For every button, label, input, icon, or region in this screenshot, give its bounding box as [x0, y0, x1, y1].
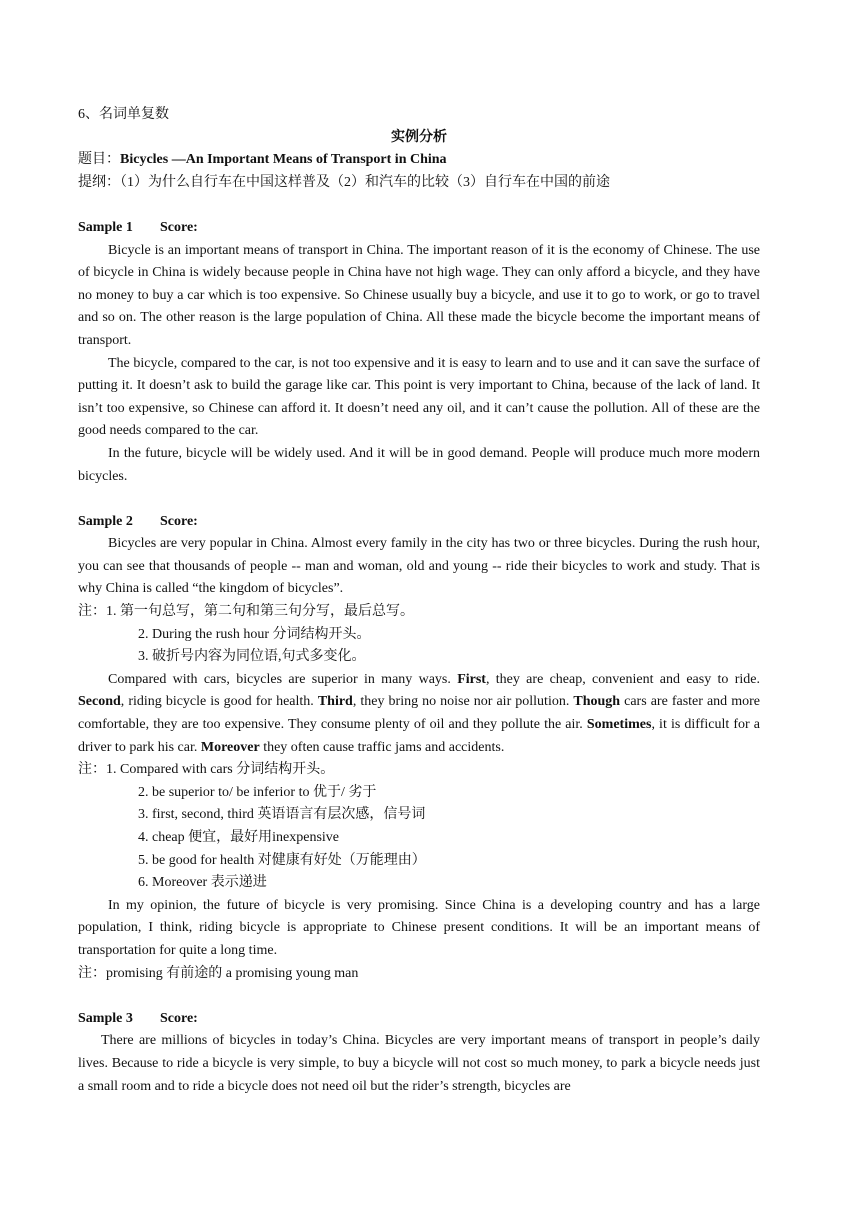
topic-prefix: 题目：: [78, 152, 120, 168]
p2-text: cars are faster and more comfortable, they are too expensive. They consume plenty of oil and they pollute the air.: [78, 694, 760, 733]
p2-text: they often cause traffic jams and accidents.: [259, 739, 505, 755]
sample2-note1-line-3: 3. 破折号内容为同位语,句式多变化。: [138, 649, 366, 665]
sample2-note1-line-2: 2. During the rush hour 分词结构开头。: [138, 626, 371, 642]
section-heading-6: 6、名词单复数: [78, 107, 169, 122]
signal-word-second: Second: [78, 694, 121, 710]
sample2-header: [78, 511, 760, 534]
outline-line: 提纲：（1）为什么自行车在中国这样普及（2）和汽车的比较（3）自行车在中国的前途: [78, 174, 610, 190]
spacer: [78, 985, 760, 1008]
signal-word-though: Though: [573, 694, 621, 710]
spacer: [78, 194, 760, 217]
topic-line: [78, 149, 760, 172]
sample2-note2-line-5: 5. be good for health 对健康有好处（万能理由）: [138, 852, 426, 868]
sample2-note1-line-1: 注：1. 第一句总写，第二句和第三句分写，最后总写。: [78, 604, 414, 620]
signal-word-third: Third: [317, 694, 353, 710]
sample3-paragraph-1: There are millions of bicycles in today’s China. Bicycles are very important means of transport in people’s daily lives. Because to ride a bicycle is very simple, to buy a bicycle will not cost so much money, to park a bicycle needs just a small room and to ride a bicycle does not need oil but the rider’s strength, bicycles are: [78, 1033, 760, 1094]
sample2-note3: 注：promising 有前途的 a promising young man: [78, 965, 359, 981]
p2-text: , they bring no noise nor air pollution.: [352, 694, 574, 710]
sample2-paragraph-1: Bicycles are very popular in China. Almost every family in the city has two or three bicycles. During the rush hour, you can see that thousands of people -- man and woman, old and young -- ride their bicycles to work and study. That is why China is called “the kingdom of bicycles”.: [78, 536, 760, 597]
sample2-note2-line-4: 4. cheap 便宜，最好用inexpensive: [138, 830, 340, 845]
document-content: [78, 104, 760, 1098]
sample1-paragraph-1: Bicycle is an important means of transport in China. The important reason of it is the economy of Chinese. The use of bicycle in China is widely because people in China have not high wage. They can only afford a bicycle, and they have no money to buy a car which is too expensive. So Chinese usually buy a bicycle, and use it to go to work, or go to travel and so on. The other reason is the large population of China. All these made the bicycle become the important means of transport.: [78, 242, 760, 348]
p2-text: Compared with cars, bicycles are superior in many ways.: [108, 671, 458, 687]
sample3-label: Sample 3: [78, 1010, 133, 1026]
signal-word-sometimes: Sometimes: [586, 717, 652, 733]
sample2-paragraph-2: [78, 669, 760, 759]
p2-text: , it is difficult for a driver to park his car.: [78, 717, 760, 755]
p2-text: , they are cheap, convenient and easy to ride.: [485, 671, 760, 687]
signal-word-first: First: [457, 671, 486, 687]
signal-word-moreover: Moreover: [200, 739, 260, 755]
sample1-header: [78, 217, 760, 240]
spacer: [78, 488, 760, 511]
section-title: 实例分析: [391, 129, 447, 145]
sample3-score: Score:: [160, 1010, 198, 1026]
sample1-paragraph-2: The bicycle, compared to the car, is not too expensive and it is easy to learn and to use and it can save the surface of putting it. It doesn’t ask to build the garage like car. This point is very important to China, because of the lack of land. It isn’t too expensive, so Chinese can afford it. It doesn’t need any oil, and it can’t cause the pollution. All of these are the good needs compared to the car.: [78, 355, 760, 439]
sample2-label: Sample 2: [78, 513, 133, 529]
sample1-label: Sample 1: [78, 219, 133, 235]
sample1-score: Score:: [160, 219, 198, 235]
p2-text: , riding bicycle is good for health.: [120, 694, 318, 710]
sample2-note2-line-1: 注：1. Compared with cars 分词结构开头。: [78, 762, 335, 778]
topic-title: Bicycles —An Important Means of Transport in China: [120, 152, 447, 168]
sample2-note2-line-6: 6. Moreover 表示递进: [138, 875, 267, 891]
sample2-score: Score:: [160, 513, 198, 529]
sample2-paragraph-3: In my opinion, the future of bicycle is very promising. Since China is a developing country and has a large population, I think, riding bicycle is appropriate to Chinese present conditions. It will be an important means of transportation for quite a long time.: [78, 897, 760, 958]
sample2-note2-line-2: 2. be superior to/ be inferior to 优于/ 劣于: [138, 784, 377, 800]
sample1-paragraph-3: In the future, bicycle will be widely used. And it will be in good demand. People will produce much more modern bicycles.: [78, 445, 760, 484]
sample2-note2-line-3: 3. first, second, third 英语语言有层次感，信号词: [138, 807, 426, 823]
sample3-header: [78, 1008, 760, 1031]
